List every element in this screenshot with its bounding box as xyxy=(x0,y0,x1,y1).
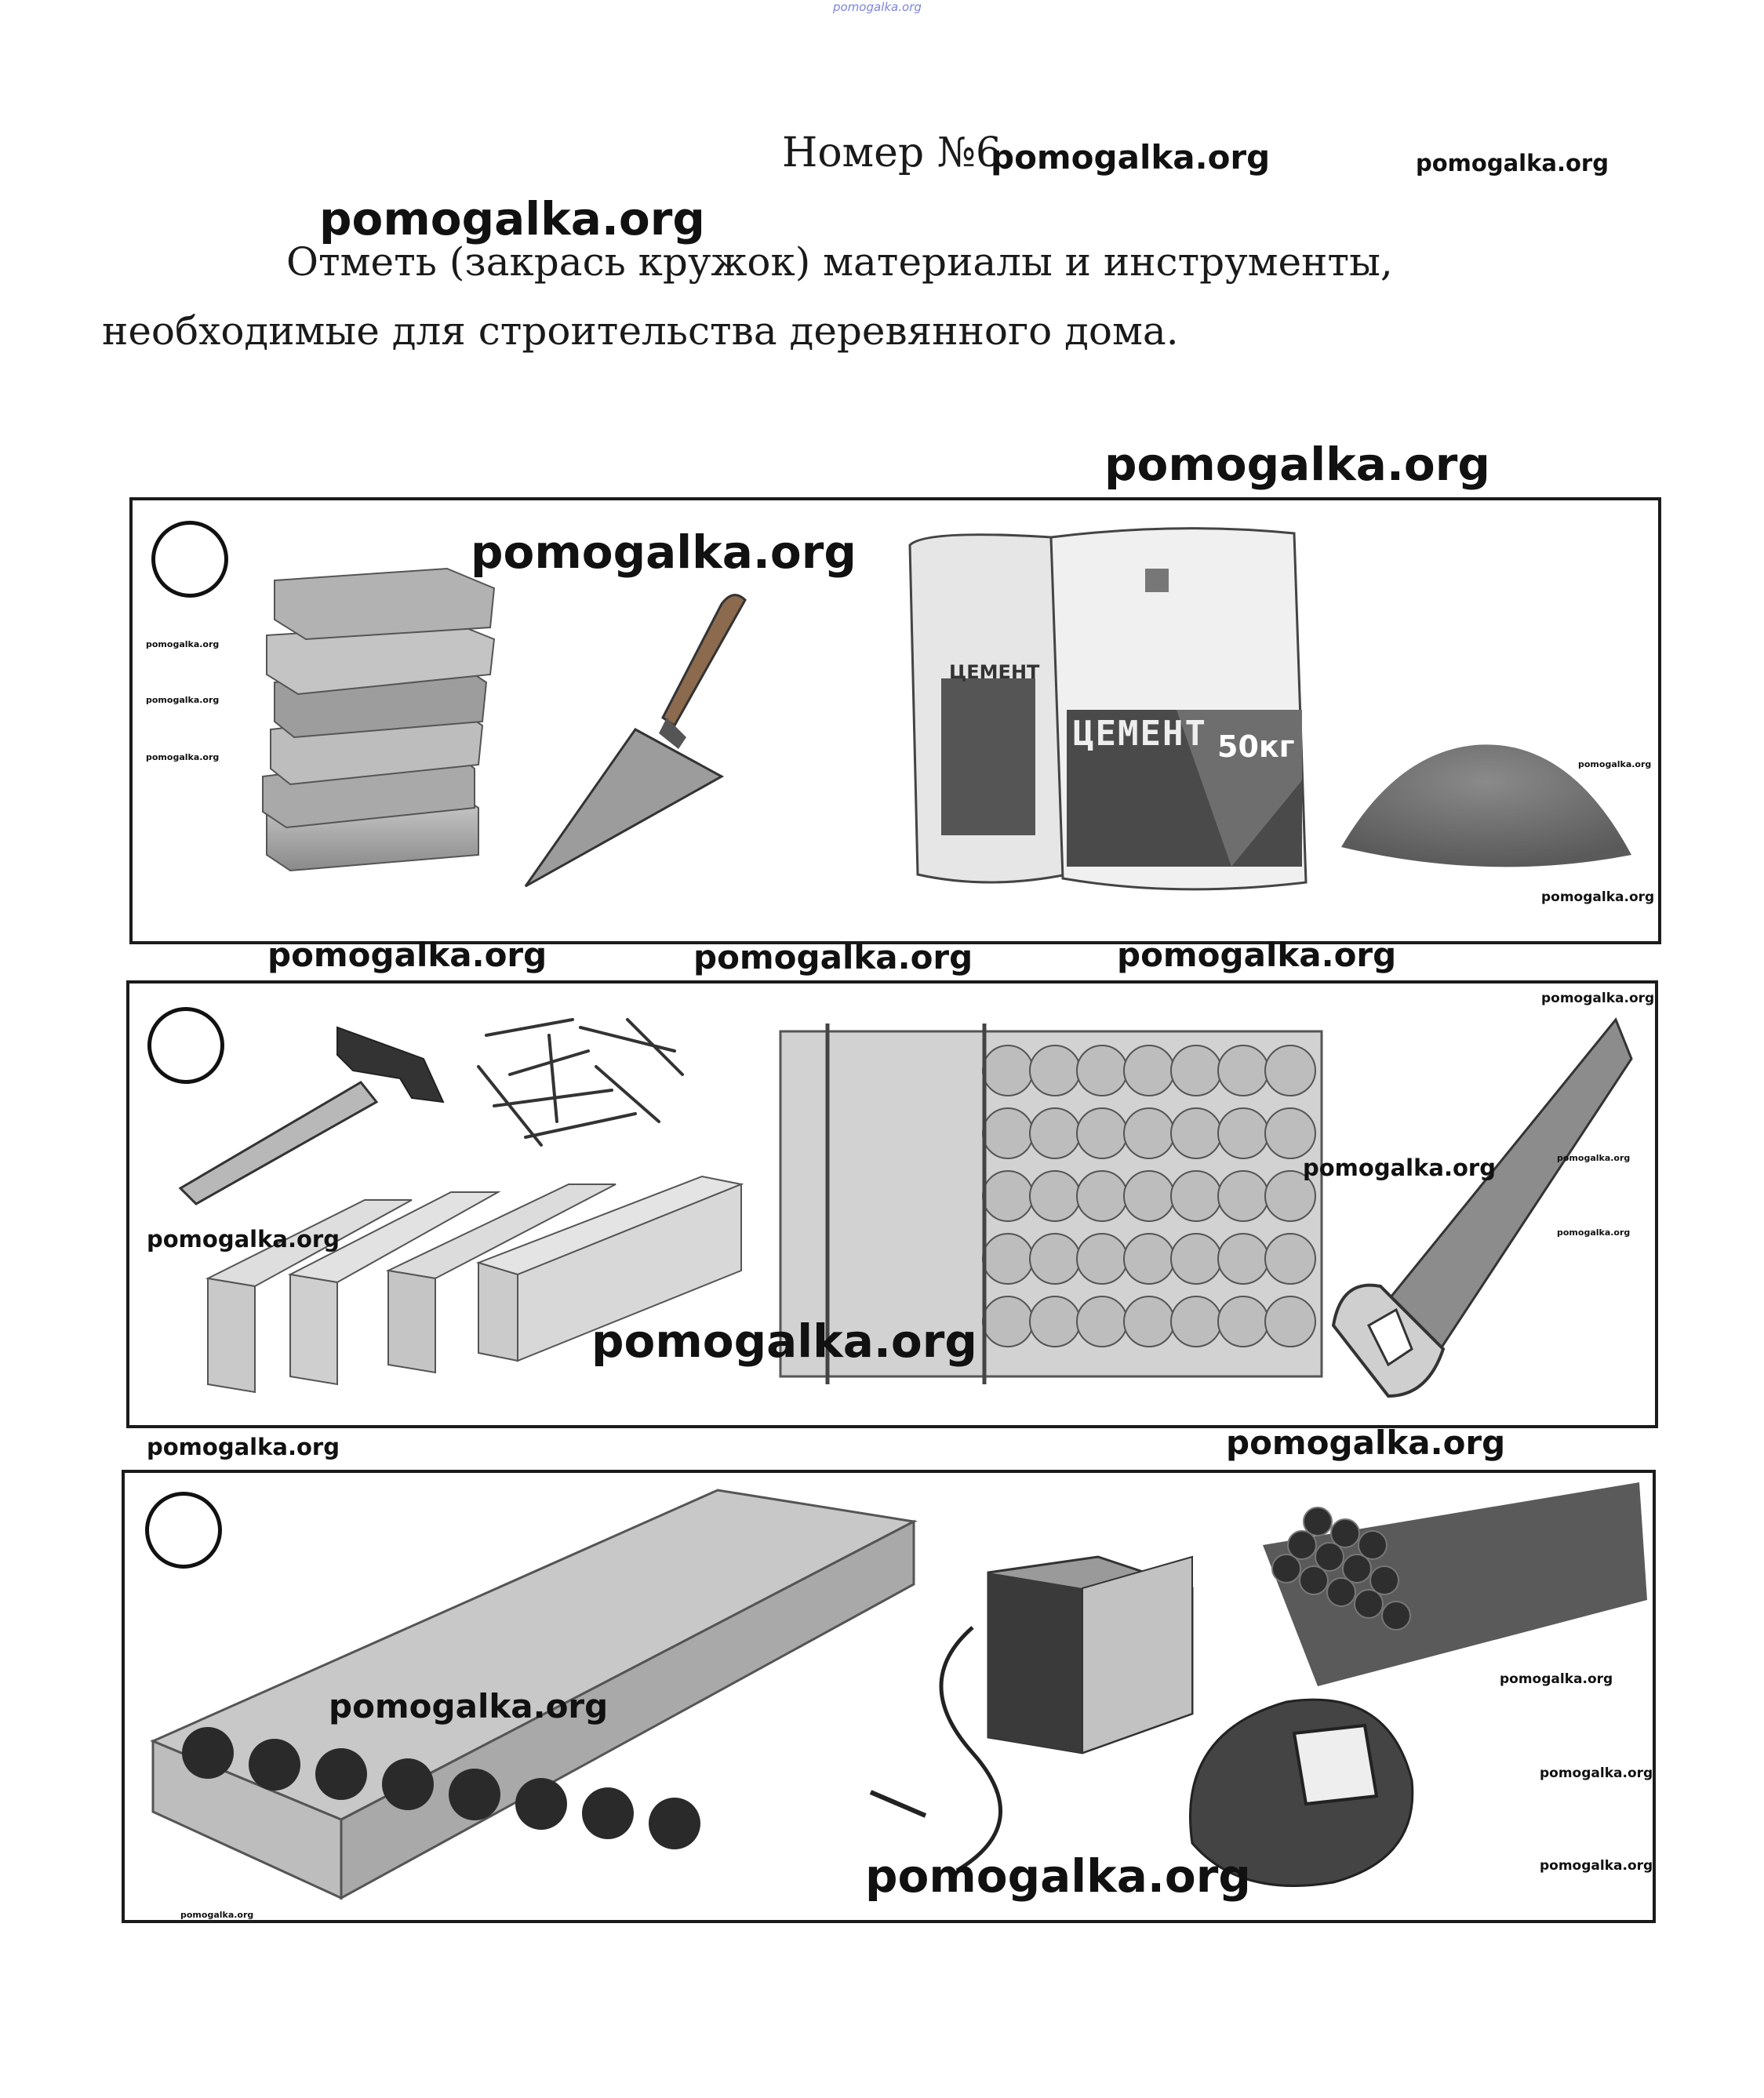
watermark: pomogalka.org xyxy=(1117,936,1397,974)
watermark: pomogalka.org xyxy=(146,752,220,762)
watermark: pomogalka.org xyxy=(147,1434,340,1460)
watermark: pomogalka.org xyxy=(1541,889,1655,905)
watermark: pomogalka.org xyxy=(865,1849,1251,1903)
watermark: pomogalka.org xyxy=(1500,1671,1613,1687)
watermark: pomogalka.org xyxy=(1540,1765,1653,1781)
bag-label-small: ЦЕМЕНТ xyxy=(949,661,1040,683)
watermark: pomogalka.org xyxy=(319,192,705,245)
welding-machine-icon xyxy=(863,1557,1192,1886)
rebar-bundle-icon xyxy=(1255,1482,1647,1686)
watermark: pomogalka.org xyxy=(147,1226,340,1253)
watermark: pomogalka.org xyxy=(329,1687,609,1725)
watermark: pomogalka.org xyxy=(180,1910,254,1920)
select-circle-brick-set[interactable] xyxy=(151,521,228,598)
watermark: pomogalka.org xyxy=(591,1314,977,1368)
watermark: pomogalka.org xyxy=(1578,759,1652,769)
watermark: pomogalka.org xyxy=(471,525,857,579)
watermark: pomogalka.org xyxy=(1416,150,1609,176)
watermark: pomogalka.org xyxy=(1540,1858,1653,1874)
watermark: pomogalka.org xyxy=(146,695,220,705)
watermark: pomogalka.org xyxy=(1557,1153,1631,1163)
watermark: pomogalka.org xyxy=(146,639,220,649)
watermark: pomogalka.org xyxy=(1541,991,1655,1006)
watermark: pomogalka.org xyxy=(1226,1424,1506,1462)
top-watermark: pomogalka.org xyxy=(833,0,922,14)
cement-bags-icon xyxy=(894,522,1318,898)
hand-saw-icon xyxy=(1326,1012,1639,1404)
watermark: pomogalka.org xyxy=(693,938,973,976)
watermark: pomogalka.org xyxy=(1303,1154,1496,1181)
task-line-1: Отметь (закрась кружок) материалы и инструменты, xyxy=(286,239,1393,285)
watermark: pomogalka.org xyxy=(267,936,547,974)
watermark: pomogalka.org xyxy=(1104,438,1490,491)
bag-weight: 50кг xyxy=(1217,729,1295,764)
trowel-icon xyxy=(518,580,847,894)
bricks-icon xyxy=(259,557,510,871)
watermark: pomogalka.org xyxy=(991,138,1271,176)
page-title: Номер №6 xyxy=(782,129,1002,176)
bag-label-large: ЦЕМЕНТ xyxy=(1073,714,1207,754)
sand-pile-icon xyxy=(1333,729,1639,878)
nails-icon xyxy=(471,1004,690,1153)
watermark: pomogalka.org xyxy=(1557,1227,1631,1238)
task-line-2: необходимые для строительства деревянного дома. xyxy=(102,308,1179,354)
